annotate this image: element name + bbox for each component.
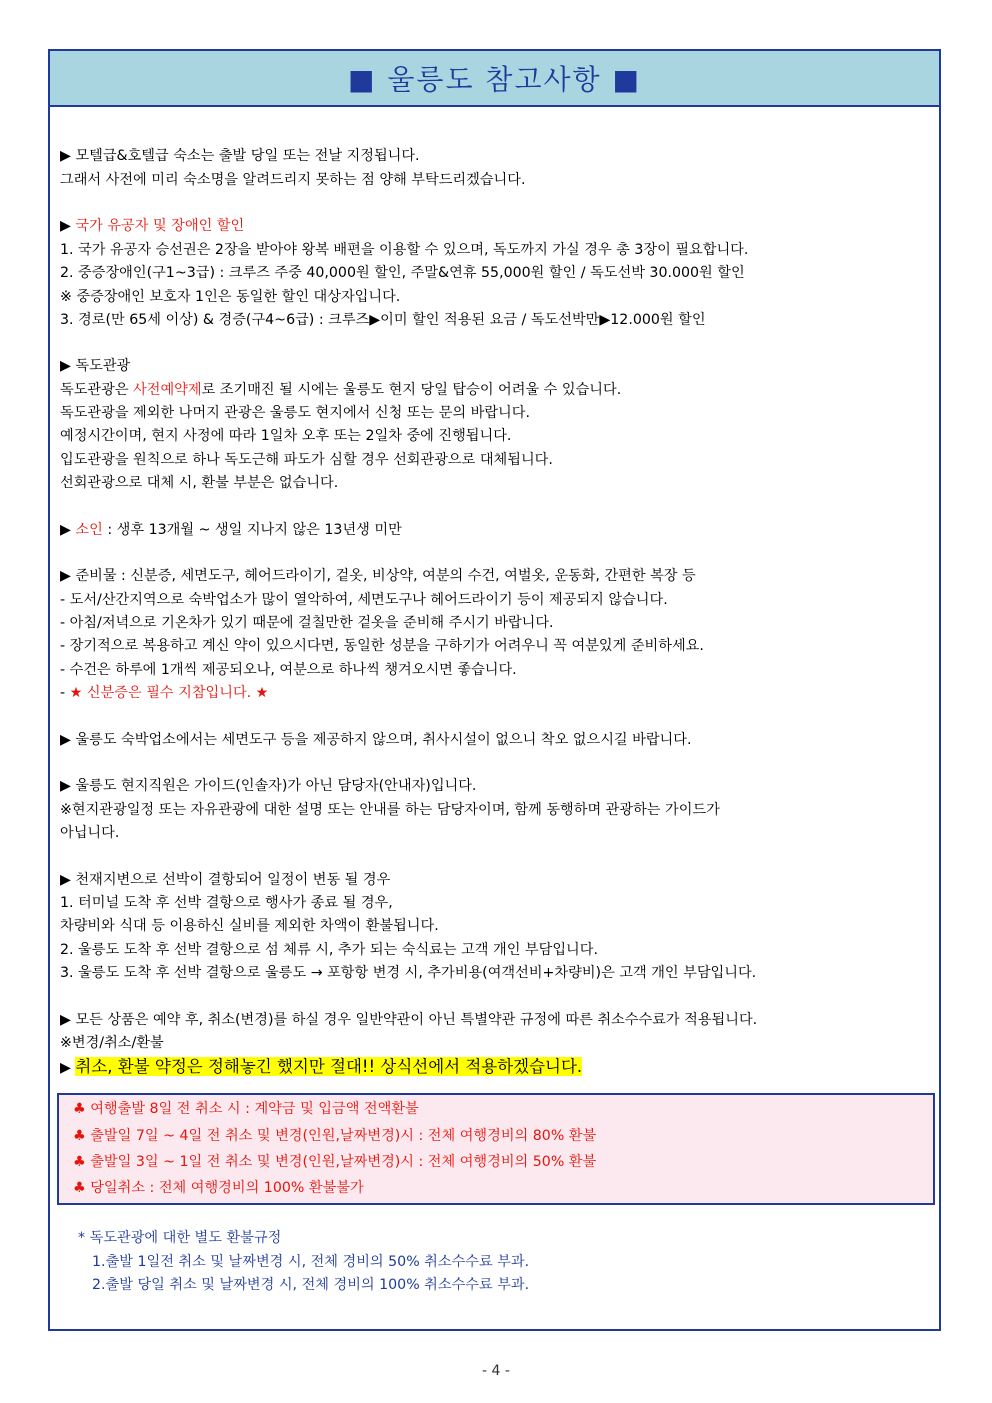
weather-item-1-detail: 차량비와 식대 등 이용하신 실비를 제외한 차액이 환불됩니다. (60, 918, 439, 934)
page-number: - 4 - (482, 1363, 510, 1379)
supplies-line-1: - 도서/산간지역으로 숙박업소가 많이 열악하여, 세면도구나 헤어드라이기 등이 제공되지 않습니다. (60, 592, 668, 608)
supplies-line-3: - 장기적으로 복용하고 계신 약이 있으시다면, 동일한 성분을 구하기가 어려우니 꼭 여분있게 준비하세요. (60, 638, 704, 654)
section-child-heading: ▶ 소인 : 생후 13개월 ~ 생일 지나지 않은 13년생 미만 (60, 522, 402, 538)
dokdo-refund-heading: * 독도관광에 대한 별도 환불규정 (78, 1230, 282, 1246)
note-staff: ▶ 울릉도 현지직원은 가이드(인솔자)가 아닌 담당자(안내자)입니다. (60, 778, 477, 794)
supplies-line-id: - ★ 신분증은 필수 지참입니다. ★ (60, 685, 269, 701)
section-dokdo-heading: ▶ 독도관광 (60, 358, 131, 374)
dokdo-line-1: 독도관광은 사전예약제로 조기매진 될 시에는 울릉도 현지 당일 탑승이 어려울 수 있습니다. (60, 382, 622, 398)
refund-rule-4: ♣ 당일취소 : 전체 여행경비의 100% 환불불가 (73, 1180, 364, 1196)
refund-rule-3: ♣ 출발일 3일 ~ 1일 전 취소 및 변경(인원,날짜변경)시 : 전체 여행경비의 50% 환불 (73, 1154, 597, 1170)
discount-item-2: 2. 중증장애인(구1~3급) : 크루즈 주중 40,000원 할인, 주말&연휴 55,000원 할인 / 독도선박 30.000원 할인 (60, 265, 745, 281)
weather-item-3: 3. 울릉도 도착 후 선박 결항으로 울릉도 → 포항항 변경 시, 추가비용(여객선비+차량비)은 고객 개인 부담입니다. (60, 965, 757, 981)
dokdo-refund-rule-2: 2.출발 당일 취소 및 날짜변경 시, 전체 경비의 100% 취소수수료 부과. (92, 1277, 530, 1293)
dokdo-line-2: 독도관광을 제외한 나머지 관광은 울릉도 현지에서 신청 또는 문의 바랍니다. (60, 405, 530, 421)
cancellation-highlight: ▶ 취소, 환불 약정은 정해놓긴 했지만 절대!! 상식선에서 적용하겠습니다. (60, 1057, 583, 1076)
weather-item-1: 1. 터미널 도착 후 선박 결항으로 행사가 종료 될 경우, (60, 895, 393, 911)
note-cancellation-sub: ※변경/취소/환불 (60, 1035, 164, 1051)
note-staff-detail-1: ※현지관광일정 또는 자유관광에 대한 설명 또는 안내를 하는 담당자이며, 함께 동행하며 관광하는 가이드가 (60, 802, 720, 818)
discount-item-1: 1. 국가 유공자 승선권은 2장을 받아야 왕복 배편을 이용할 수 있으며, 독도까지 가실 경우 총 3장이 필요합니다. (60, 242, 749, 258)
note-cancellation: ▶ 모든 상품은 예약 후, 취소(변경)를 하실 경우 일반약관이 아닌 특별약관 규정에 따른 취소수수료가 적용됩니다. (60, 1012, 758, 1028)
note-amenities: ▶ 울릉도 숙박업소에서는 세면도구 등을 제공하지 않으며, 취사시설이 없으니 착오 없으시길 바랍니다. (60, 732, 692, 748)
refund-rule-1: ♣ 여행출발 8일 전 취소 시 : 계약금 및 입금액 전액환불 (73, 1101, 419, 1117)
supplies-line-4: - 수건은 하루에 1개씩 제공되오나, 여분으로 하나씩 챙겨오시면 좋습니다. (60, 662, 517, 678)
page-frame (48, 49, 941, 1331)
note-staff-detail-2: 아닙니다. (60, 825, 120, 841)
refund-rule-2: ♣ 출발일 7일 ~ 4일 전 취소 및 변경(인원,날짜변경)시 : 전체 여행경비의 80% 환불 (73, 1128, 597, 1144)
dokdo-line-3: 예정시간이며, 현지 사정에 따라 1일차 오후 또는 2일차 중에 진행됩니다. (60, 428, 512, 444)
weather-item-2: 2. 울릉도 도착 후 선박 결항으로 섬 체류 시, 추가 되는 숙식료는 고객 개인 부담입니다. (60, 942, 598, 958)
section-discount-heading: ▶ 국가 유공자 및 장애인 할인 (60, 218, 245, 234)
refund-policy-box (57, 1093, 935, 1205)
dokdo-line-4: 입도관광을 원칙으로 하나 독도근해 파도가 심할 경우 선회관광으로 대체됩니다. (60, 452, 553, 468)
discount-item-3: 3. 경로(만 65세 이상) & 경증(구4~6급) : 크루즈▶이미 할인 적용된 요금 / 독도선박만▶12.000원 할인 (60, 312, 706, 328)
page-title: ■ 울릉도 참고사항 ■ (50, 51, 939, 107)
discount-item-2-note: ※ 중증장애인 보호자 1인은 동일한 할인 대상자입니다. (60, 289, 401, 305)
note-lodging-detail: 그래서 사전에 미리 숙소명을 알려드리지 못하는 점 양해 부탁드리겠습니다. (60, 172, 526, 188)
section-supplies-heading: ▶ 준비물 : 신분증, 세면도구, 헤어드라이기, 겉옷, 비상약, 여분의 수건, 여벌옷, 운동화, 간편한 복장 등 (60, 568, 696, 584)
section-weather-heading: ▶ 천재지변으로 선박이 결항되어 일정이 변동 될 경우 (60, 872, 391, 888)
note-lodging: ▶ 모텔급&호텔급 숙소는 출발 당일 또는 전날 지정됩니다. (60, 148, 420, 164)
supplies-line-2: - 아침/저녁으로 기온차가 있기 때문에 걸칠만한 겉옷을 준비해 주시기 바랍니다. (60, 615, 554, 631)
dokdo-refund-rule-1: 1.출발 1일전 취소 및 날짜변경 시, 전체 경비의 50% 취소수수료 부과. (92, 1254, 530, 1270)
dokdo-line-5: 선회관광으로 대체 시, 환불 부분은 없습니다. (60, 475, 339, 491)
